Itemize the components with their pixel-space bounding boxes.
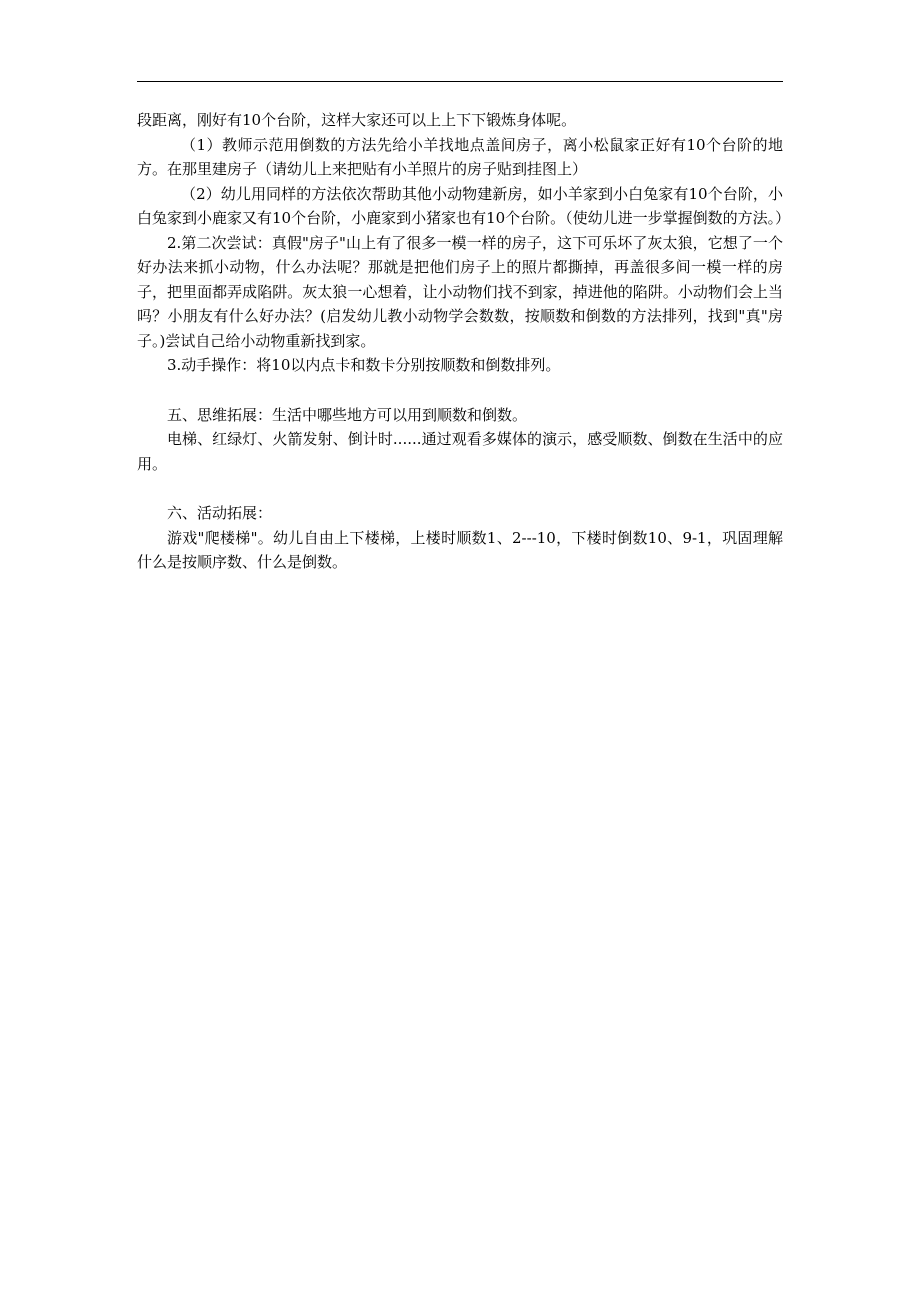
header-rule [137, 81, 783, 82]
section-heading-thinking-extension: 五、思维拓展：生活中哪些地方可以用到顺数和倒数。 [167, 405, 528, 424]
section-heading-activity-extension: 六、活动拓展： [167, 504, 273, 522]
paragraph-continuation: 段距离，刚好有10个台阶，这样大家还可以上上下下锻炼身体呢。 [137, 111, 577, 129]
paragraph-hands-on: 3.动手操作：将10以内点卡和数卡分别按顺数和倒数排列。 [167, 356, 561, 374]
paragraph-thinking-extension: 电梯、红绿灯、火箭发射、倒计时......通过观看多媒体的演示，感受顺数、倒数在生活中的应用。 [137, 430, 783, 473]
paragraph-activity-extension: 游戏"爬楼梯"。幼儿自由上下楼梯，上楼时顺数1、2---10，下楼时倒数10、9-1，巩固理解什么是按顺序数、什么是倒数。 [137, 528, 783, 571]
paragraph-step-1: （1）教师示范用倒数的方法先给小羊找地点盖间房子，离小松鼠家正好有10个台阶的地方。在那里建房子（请幼儿上来把贴有小羊照片的房子贴到挂图上） [137, 135, 783, 178]
paragraph-second-attempt: 2.第二次尝试：真假"房子"山上有了很多一模一样的房子，这下可乐坏了灰太狼，它想了一个好办法来抓小动物，什么办法呢？那就是把他们房子上的照片都撕掉，再盖很多间一模一样的房子，把里面都弄成陷阱。灰太狼一心想着，让小动物们找不到家，掉进他的陷阱。小动物们会上当吗？小朋友有什么好办法？(启发幼儿教小动物学会数数，按顺数和倒数的方法排列，找到"真"房子。)尝试自己给小动物重新找到家。 [137, 233, 783, 350]
paragraph-step-2: （2）幼儿用同样的方法依次帮助其他小动物建新房，如小羊家到小白兔家有10个台阶，小白兔家到小鹿家又有10个台阶，小鹿家到小猪家也有10个台阶。（使幼儿进一步掌握倒数的方法。） [137, 184, 791, 227]
section-spacer [137, 476, 783, 501]
section-spacer [137, 378, 783, 403]
document-body [137, 108, 791, 575]
